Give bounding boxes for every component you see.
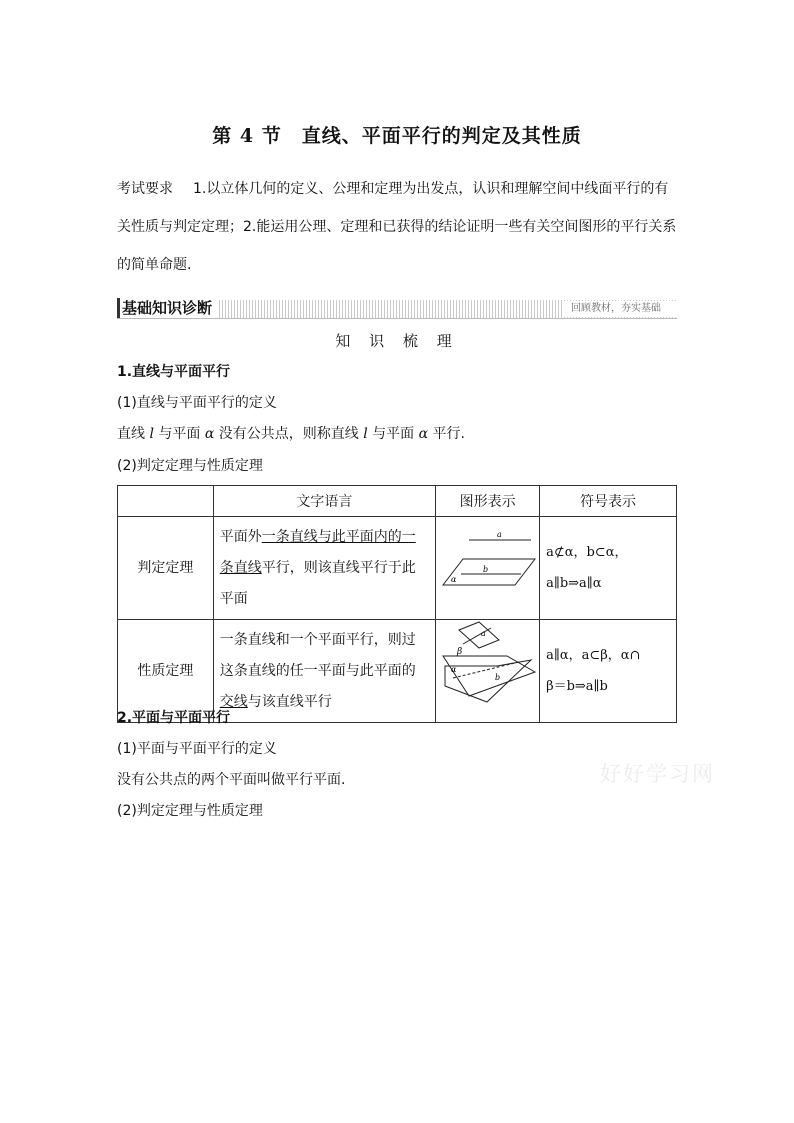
symbol-line: a∥α，a⊂β，α∩ bbox=[546, 648, 641, 663]
table-header: 符号表示 bbox=[540, 486, 677, 517]
text: 平行，则该直线平行于此平面 bbox=[219, 559, 416, 607]
symbol-line: a⊄α，b⊂α， bbox=[546, 545, 628, 560]
watermark: 好好学习网 bbox=[600, 762, 715, 786]
part1-definition bbox=[117, 424, 465, 444]
table-header-row bbox=[118, 486, 677, 517]
theorem-table bbox=[117, 485, 677, 723]
part1-heading: 1.直线与平面平行 bbox=[117, 364, 231, 380]
label-alpha: α bbox=[450, 575, 456, 584]
symbol-line: β＝b⇒a∥b bbox=[546, 679, 608, 694]
text: 一条直线和一个平面平行，则过这条直线的任一平面与此平面的 bbox=[219, 631, 416, 679]
def-text: 与平面 bbox=[367, 426, 419, 442]
requirements-text: 1.以立体几何的定义、公理和定理为出发点，认识和理解空间中线面平行的有关性质与判定定理；2.能运用公理、定理和已获得的结论证明一些有关空间图形的平行关系的简单命题. bbox=[117, 181, 677, 273]
def-text: 与平面 bbox=[153, 426, 205, 442]
page-title: 第 4 节 直线、平面平行的判定及其性质 bbox=[212, 125, 582, 147]
figure-cell bbox=[436, 620, 540, 723]
row-name-judgment: 判定定理 bbox=[118, 517, 214, 620]
label-a: a bbox=[480, 629, 486, 638]
row-name-property: 性质定理 bbox=[118, 620, 214, 723]
row-text-judgment bbox=[213, 517, 435, 620]
line-b bbox=[450, 662, 519, 678]
def-var-alpha: α bbox=[418, 426, 429, 442]
line-plane-parallel-figure bbox=[439, 517, 537, 607]
label-beta: β bbox=[456, 647, 462, 657]
def-var-l: l bbox=[363, 426, 368, 442]
underlined-text: 一条直线与此平面内的一条直线 bbox=[219, 528, 416, 576]
def-var-alpha: α bbox=[204, 426, 215, 442]
section-subtitle: 回顾教材，夯实基础 bbox=[563, 301, 677, 317]
symbol-line: a∥b⇒a∥α bbox=[546, 576, 602, 591]
part2-definition: 没有公共点的两个平面叫做平行平面. bbox=[117, 772, 346, 788]
part2-heading: 2.平面与平面平行 bbox=[117, 710, 231, 726]
row-symbol-property bbox=[540, 620, 677, 723]
table-header bbox=[118, 486, 214, 517]
part1-sub2: (2)判定定理与性质定理 bbox=[117, 458, 263, 474]
knowledge-subheading: 知 识 梳 理 bbox=[335, 332, 459, 350]
part1-sub1: (1)直线与平面平行的定义 bbox=[117, 395, 277, 411]
section-header-bar bbox=[117, 300, 677, 319]
underlined-text: 交线 bbox=[219, 693, 248, 710]
line-a bbox=[463, 628, 491, 644]
text: 平面外 bbox=[219, 528, 262, 545]
label-b: b bbox=[482, 565, 488, 574]
intersecting-planes-figure bbox=[439, 620, 537, 710]
part2-sub1: (1)平面与平面平行的定义 bbox=[117, 741, 277, 757]
requirements-label: 考试要求 bbox=[117, 181, 173, 197]
exam-requirements bbox=[117, 170, 682, 284]
table-row bbox=[118, 517, 677, 620]
plane-alpha bbox=[443, 559, 535, 585]
table-header: 图形表示 bbox=[436, 486, 540, 517]
row-text-property bbox=[213, 620, 435, 723]
label-a: a bbox=[496, 530, 502, 539]
def-text: 平行. bbox=[428, 426, 465, 442]
label-alpha: α bbox=[450, 665, 456, 674]
part2-sub2: (2)判定定理与性质定理 bbox=[117, 803, 263, 819]
table-header: 文字语言 bbox=[213, 486, 435, 517]
figure-cell bbox=[436, 517, 540, 620]
text: 与该直线平行 bbox=[247, 693, 332, 710]
def-text: 直线 bbox=[117, 426, 150, 442]
label-b: b bbox=[494, 673, 500, 682]
section-label: 基础知识诊断 bbox=[117, 298, 218, 318]
row-symbol-judgment bbox=[540, 517, 677, 620]
def-var-l: l bbox=[149, 426, 154, 442]
def-text: 没有公共点，则称直线 bbox=[214, 426, 364, 442]
plane-beta-body bbox=[445, 660, 531, 702]
